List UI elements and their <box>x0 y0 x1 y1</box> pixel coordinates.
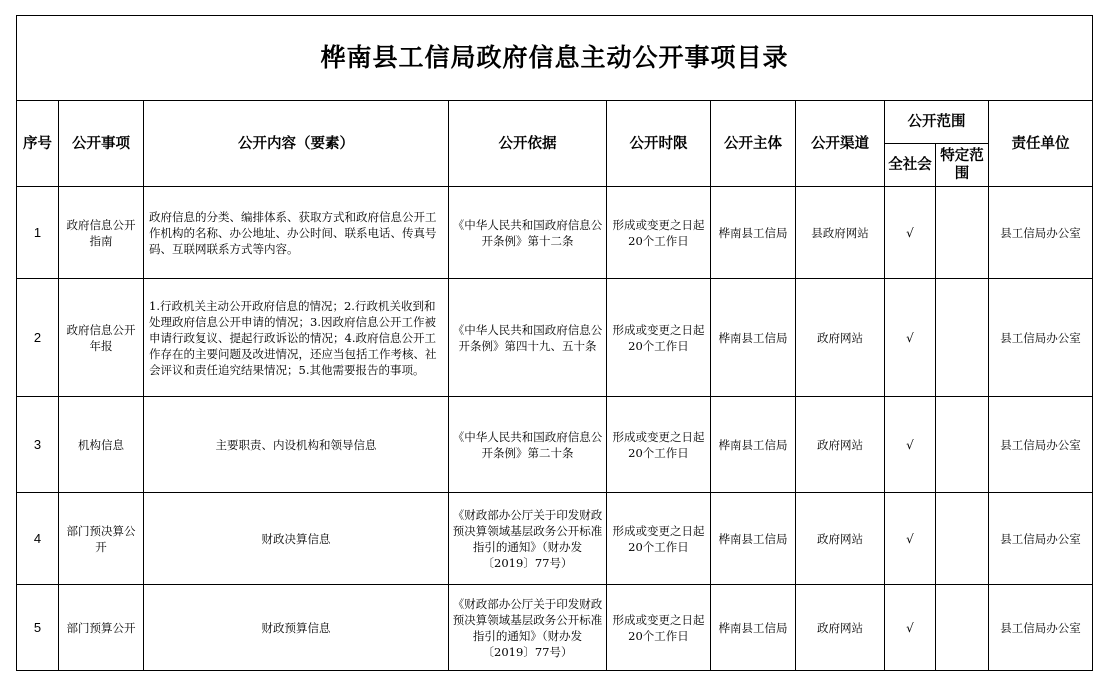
cell-scope-public: √ <box>885 397 936 493</box>
cell-channel: 政府网站 <box>796 279 885 397</box>
cell-scope-public: √ <box>885 585 936 671</box>
cell-content: 政府信息的分类、编排体系、获取方式和政府信息公开工作机构的名称、办公地址、办公时间、联系电话、传真号码、互联网联系方式等内容。 <box>144 187 449 279</box>
header-scope-specific: 特定范围 <box>936 144 989 187</box>
cell-item: 政府信息公开年报 <box>59 279 144 397</box>
cell-scope-specific <box>936 187 989 279</box>
cell-responsible: 县工信局办公室 <box>989 187 1093 279</box>
cell-subject: 桦南县工信局 <box>711 187 796 279</box>
cell-time-limit: 形成或变更之日起20个工作日 <box>607 279 711 397</box>
cell-item: 部门预决算公开 <box>59 493 144 585</box>
cell-channel: 政府网站 <box>796 585 885 671</box>
cell-time-limit: 形成或变更之日起20个工作日 <box>607 585 711 671</box>
cell-content: 财政预算信息 <box>144 585 449 671</box>
cell-scope-specific <box>936 493 989 585</box>
cell-channel: 政府网站 <box>796 493 885 585</box>
cell-time-limit: 形成或变更之日起20个工作日 <box>607 187 711 279</box>
header-subject: 公开主体 <box>711 101 796 187</box>
cell-channel: 政府网站 <box>796 397 885 493</box>
cell-index: 1 <box>17 187 59 279</box>
cell-channel: 县政府网站 <box>796 187 885 279</box>
page-title: 桦南县工信局政府信息主动公开事项目录 <box>17 16 1093 101</box>
disclosure-catalog <box>16 15 1092 671</box>
cell-scope-specific <box>936 397 989 493</box>
cell-subject: 桦南县工信局 <box>711 585 796 671</box>
cell-responsible: 县工信局办公室 <box>989 585 1093 671</box>
cell-time-limit: 形成或变更之日起20个工作日 <box>607 397 711 493</box>
cell-index: 5 <box>17 585 59 671</box>
cell-scope-public: √ <box>885 187 936 279</box>
cell-content: 财政决算信息 <box>144 493 449 585</box>
cell-scope-public: √ <box>885 493 936 585</box>
table-row <box>17 585 1093 671</box>
table-row <box>17 187 1093 279</box>
cell-basis: 《中华人民共和国政府信息公开条例》第十二条 <box>449 187 607 279</box>
table-row <box>17 397 1093 493</box>
cell-basis: 《中华人民共和国政府信息公开条例》第四十九、五十条 <box>449 279 607 397</box>
cell-responsible: 县工信局办公室 <box>989 279 1093 397</box>
table-row <box>17 279 1093 397</box>
cell-subject: 桦南县工信局 <box>711 493 796 585</box>
header-item: 公开事项 <box>59 101 144 187</box>
cell-content: 1.行政机关主动公开政府信息的情况；2.行政机关收到和处理政府信息公开申请的情况；3.因政府信息公开工作被申请行政复议、提起行政诉讼的情况；4.政府信息公开工作存在的主要问题及改进情况，还应当包括工作考核、社会评议和责任追究结果情况；5.其他需要报告的事项。 <box>144 279 449 397</box>
header-content: 公开内容（要素） <box>144 101 449 187</box>
header-basis: 公开依据 <box>449 101 607 187</box>
cell-subject: 桦南县工信局 <box>711 279 796 397</box>
cell-subject: 桦南县工信局 <box>711 397 796 493</box>
header-scope-public: 全社会 <box>885 144 936 187</box>
cell-responsible: 县工信局办公室 <box>989 493 1093 585</box>
cell-scope-specific <box>936 279 989 397</box>
cell-index: 3 <box>17 397 59 493</box>
cell-basis: 《中华人民共和国政府信息公开条例》第二十条 <box>449 397 607 493</box>
header-scope: 公开范围 <box>885 101 989 144</box>
cell-item: 部门预算公开 <box>59 585 144 671</box>
cell-scope-specific <box>936 585 989 671</box>
cell-responsible: 县工信局办公室 <box>989 397 1093 493</box>
cell-time-limit: 形成或变更之日起20个工作日 <box>607 493 711 585</box>
cell-basis: 《财政部办公厅关于印发财政预决算领域基层政务公开标准指引的通知》（财办发〔2019〕77号） <box>449 493 607 585</box>
header-channel: 公开渠道 <box>796 101 885 187</box>
cell-index: 2 <box>17 279 59 397</box>
cell-basis: 《财政部办公厅关于印发财政预决算领域基层政务公开标准指引的通知》（财办发〔2019〕77号） <box>449 585 607 671</box>
cell-content: 主要职责、内设机构和领导信息 <box>144 397 449 493</box>
header-index: 序号 <box>17 101 59 187</box>
catalog-table <box>16 15 1093 671</box>
header-responsible: 责任单位 <box>989 101 1093 187</box>
table-row <box>17 493 1093 585</box>
cell-index: 4 <box>17 493 59 585</box>
cell-scope-public: √ <box>885 279 936 397</box>
header-time-limit: 公开时限 <box>607 101 711 187</box>
cell-item: 政府信息公开指南 <box>59 187 144 279</box>
cell-item: 机构信息 <box>59 397 144 493</box>
